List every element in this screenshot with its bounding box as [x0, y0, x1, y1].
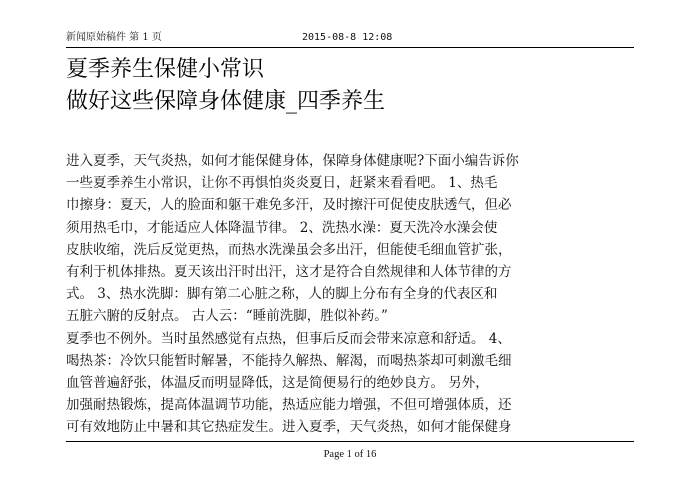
body-line: 式。 3、热水洗脚：脚有第二心脏之称，人的脚上分布有全身的代表区和	[66, 286, 498, 303]
body-line: 进入夏季，天气炎热，如何才能保健身体，保障身体健康呢?下面小编告诉你	[66, 153, 519, 169]
body-line: 加强耐热锻炼，提高体温调节功能，热适应能力增强，不但可增强体质，还	[66, 397, 512, 414]
body-line: 喝热茶：冷饮只能暂时解暑，不能持久解热、解渴，而喝热茶却可刺激毛细	[66, 352, 512, 369]
page-header	[66, 30, 634, 46]
page-number: Page 1 of 16	[323, 449, 377, 460]
body-line: 须用热毛巾，才能适应人体降温节律。 2、洗热水澡：夏天洗冷水澡会使	[66, 219, 498, 236]
body-line: 巾擦身：夏天，人的脸面和躯干难免多汗，及时擦汗可促使皮肤透气，但必	[66, 197, 512, 214]
body-line: 一些夏季养生小常识，让你不再惧怕炎炎夏日，赶紧来看看吧。 1、热毛	[66, 175, 498, 192]
article-title	[66, 54, 634, 118]
title-line-1: 夏季养生保健小常识	[66, 57, 265, 82]
header-divider	[66, 47, 634, 48]
body-line: 五脏六腑的反射点。 古人云：“睡前洗脚，胜似补药。”	[66, 308, 388, 325]
article-body	[66, 150, 634, 446]
header-timestamp: 2015-08-8 12:08	[302, 32, 393, 43]
body-line: 有利于机体排热。夏天该出汗时出汗，这才是符合自然规律和人体节律的方	[66, 263, 512, 280]
body-line: 皮肤收缩，洗后反觉更热，而热水洗澡虽会多出汗，但能使毛细血管扩张，	[66, 241, 512, 258]
body-line: 夏季也不例外。当时虽然感觉有点热，但事后反而会带来凉意和舒适。 4、	[66, 330, 511, 347]
header-doc-label: 新闻原始稿件 第 1 页	[66, 32, 162, 43]
title-line-2: 做好这些保障身体健康_四季养生	[66, 89, 386, 114]
body-line: 可有效地防止中暑和其它热症发生。进入夏季，天气炎热，如何才能保健身	[66, 419, 512, 436]
body-line: 血管普遍舒张，体温反而明显降低，这是简便易行的绝妙良方。 另外，	[66, 374, 489, 391]
footer-divider	[66, 441, 634, 442]
